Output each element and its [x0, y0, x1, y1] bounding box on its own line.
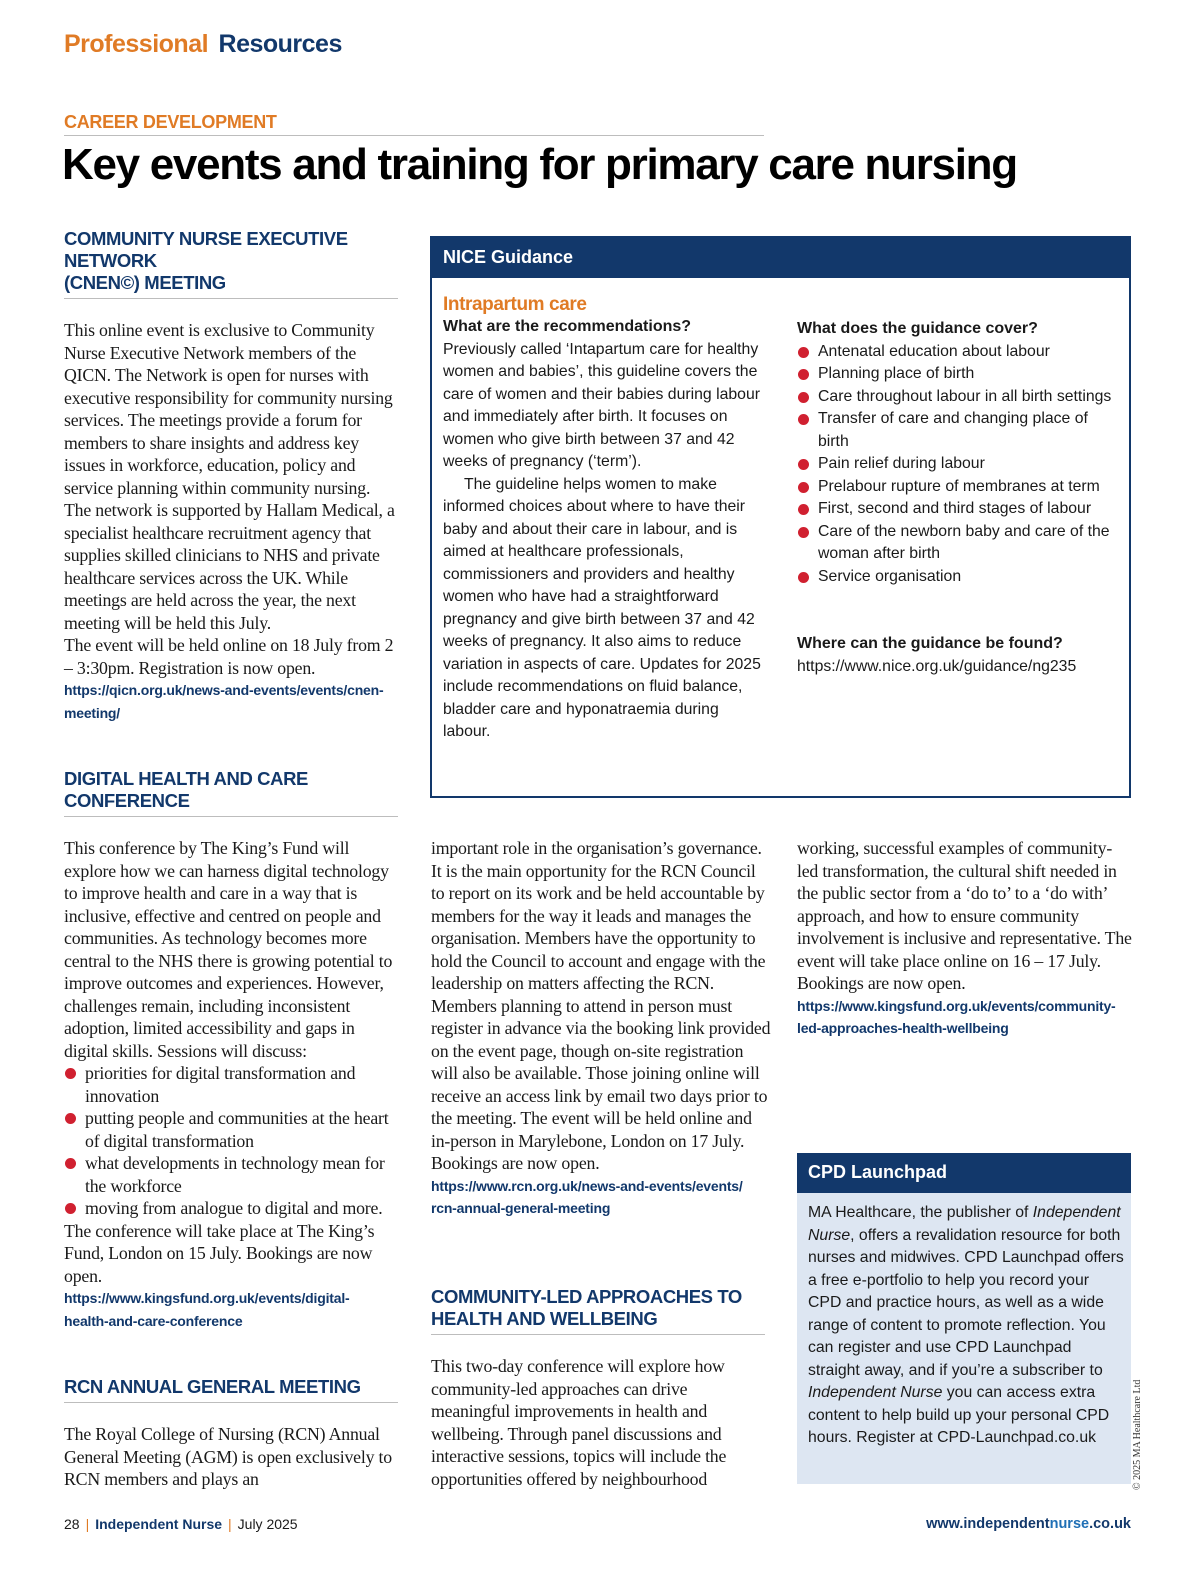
- digital-bullet: what developments in technology mean for the workforce: [64, 1152, 398, 1197]
- nice-cover-item: Care of the newborn baby and care of the woman after birth: [797, 521, 1117, 566]
- digital-link-line2[interactable]: health-and-care-conference: [64, 1312, 243, 1329]
- community-body-cont: working, successful examples of community-led transformation, the cultural shift needed in the public sector from a ‘do to’ to a ‘do with’ approach, and how to ensure community involvement is inclusive and representative. The event will take place online on 16 – 17 July. Bookings are now open.: [797, 838, 1132, 993]
- footer-separator: |: [228, 1516, 232, 1532]
- nice-cover-item: Planning place of birth: [797, 363, 1117, 386]
- cnen-heading-line2: (CNEN©) MEETING: [64, 272, 226, 293]
- rcn-body-start: The Royal College of Nursing (RCN) Annual General Meeting (AGM) is open exclusively to RCN members and plays an: [64, 1424, 392, 1489]
- nice-cover-item: First, second and third stages of labour: [797, 498, 1117, 521]
- community-link-line1[interactable]: https://www.kingsfund.org.uk/events/community-: [797, 997, 1116, 1014]
- nice-where-url[interactable]: https://www.nice.org.uk/guidance/ng235: [797, 657, 1077, 675]
- community-link-line2[interactable]: led-approaches-health-wellbeing: [797, 1020, 1009, 1036]
- community-heading-line2: HEALTH AND WELLBEING: [431, 1308, 658, 1329]
- footer-left: [64, 1516, 298, 1532]
- community-heading-line1: COMMUNITY-LED APPROACHES TO: [431, 1286, 742, 1307]
- footer-separator: |: [85, 1516, 90, 1532]
- nice-cover-list: [797, 341, 1117, 589]
- copyright-notice: © 2025 MA Healthcare Ltd: [1132, 1379, 1143, 1490]
- nice-where-heading: Where can the guidance be found?: [797, 635, 1063, 652]
- community-link[interactable]: [797, 995, 1132, 1040]
- nice-cover-item: Care throughout labour in all birth settings: [797, 386, 1117, 409]
- cnen-para-2: The event will be held online on 18 July from 2 – 3:30pm. Registration is now open.: [64, 635, 394, 678]
- nice-cover-item: Antenatal education about labour: [797, 341, 1117, 364]
- digital-closing: The conference will take place at The King’s Fund, London on 15 July. Bookings are now open.: [64, 1220, 375, 1286]
- digital-heading: DIGITAL HEALTH AND CARE CONFERENCE: [64, 768, 398, 817]
- nice-guidance-box: [430, 236, 1131, 798]
- footer-website-part[interactable]: .co.uk: [1089, 1516, 1131, 1532]
- rcn-link[interactable]: [431, 1175, 771, 1220]
- community-continued: [797, 837, 1132, 1040]
- cnen-body: [64, 319, 398, 679]
- cnen-section: [64, 228, 398, 724]
- cnen-link[interactable]: [64, 679, 398, 724]
- nice-cover-item: Transfer of care and changing place of birth: [797, 408, 1117, 453]
- rcn-link-line2[interactable]: rcn-annual-general-meeting: [431, 1200, 611, 1216]
- digital-bullet: putting people and communities at the heart of digital transformation: [64, 1107, 398, 1152]
- cpd-launchpad-title: CPD Launchpad: [797, 1153, 1131, 1193]
- nice-recs-para-2: The guideline helps women to make informed choices about where to have their baby and about their care in labour, and is aimed at healthcare professionals, commissioners and providers and healthy women who have had a straightforward pregnancy and give birth between 37 and 42 weeks of pregnancy. It also aims to reduce variation in aspects of care. Updates for 2025 include recommendations on fluid balance, bladder care and hyponatraemia during labour.: [443, 475, 761, 740]
- cnen-link-line1[interactable]: https://qicn.org.uk/news-and-events/events/cnen-: [64, 682, 384, 698]
- community-heading: [431, 1286, 765, 1335]
- kicker: CAREER DEVELOPMENT: [64, 112, 764, 136]
- nice-cover-item: Service organisation: [797, 566, 1117, 589]
- rcn-continued: [431, 837, 771, 1220]
- digital-section: [64, 768, 398, 1332]
- digital-bullet-list: [64, 1062, 398, 1220]
- cnen-link-line2[interactable]: meeting/: [64, 704, 120, 721]
- nice-cover-heading: What does the guidance cover?: [797, 320, 1038, 337]
- nice-topic: Intrapartum care: [443, 294, 587, 315]
- page-number: 28: [64, 1516, 80, 1532]
- digital-bullet: priorities for digital transformation and innovation: [64, 1062, 398, 1107]
- nice-recs-para-1: Previously called ‘Intapartum care for healthy women and babies’, this guideline covers the care of women and their babies during labour and immediately after birth. It focuses on women who give birth between 37 and 42 weeks of pregnancy (‘term’).: [443, 340, 761, 470]
- cpd-launchpad-text: [808, 1202, 1126, 1450]
- rcn-section: [64, 1376, 398, 1491]
- cpd-magazine-name: Independent Nurse: [808, 1384, 943, 1401]
- community-body-start: This two-day conference will explore how community-led approaches can drive meaningful improvements in health and wellbeing. Through panel discussions and interactive sessions, topics will include the opportunities offered by neighbourhood: [431, 1356, 727, 1489]
- nice-guidance-title: NICE Guidance: [432, 238, 1129, 278]
- nice-right-column: [797, 318, 1117, 678]
- digital-intro: This conference by The King’s Fund will explore how we can harness digital technology to improve health and care in a way that is inclusive, effective and centred on people and communities. As technology becomes more central to the NHS there is growing potential to improve outcomes and experiences. However, challenges remain, including inconsistent adoption, limited accessibility and gaps in digital skills. Sessions will discuss:: [64, 838, 393, 1061]
- nice-cover-item: Pain relief during labour: [797, 453, 1117, 476]
- digital-bullet: moving from analogue to digital and more.: [64, 1197, 398, 1220]
- cpd-magazine-name: Independent Nurse: [808, 1204, 1121, 1244]
- cnen-heading-line1: COMMUNITY NURSE EXECUTIVE NETWORK: [64, 228, 348, 271]
- footer-website-part[interactable]: www.independent: [926, 1516, 1050, 1532]
- rcn-link-line1[interactable]: https://www.rcn.org.uk/news-and-events/events/: [431, 1177, 743, 1194]
- nice-cover-item: Prelabour rupture of membranes at term: [797, 476, 1117, 499]
- digital-link-line1[interactable]: https://www.kingsfund.org.uk/events/digital-: [64, 1290, 350, 1306]
- cpd-text-part: , offers a revalidation resource for both nurses and midwives. CPD Launchpad offers a free e-portfolio to help you record your CPD and practice hours, as well as a wide range of content to promote reflection. You can register and use CPD Launchpad straight away, and if you’re a subscriber to: [808, 1226, 1124, 1379]
- nice-left-column: [443, 294, 765, 744]
- footer-magazine: Independent Nurse: [95, 1516, 223, 1532]
- digital-link[interactable]: [64, 1287, 398, 1332]
- page-title: Key events and training for primary care nursing: [62, 140, 1017, 189]
- cnen-para-1: This online event is exclusive to Community Nurse Executive Network members of the QICN. The Network is open for nurses with executive responsibility for community nursing services. The meetings provide a forum for members to share insights and address key issues in workforce, education, policy and service planning within community nursing. The network is supported by Hallam Medical, a specialist healthcare recruitment agency that supplies skilled clinicians to NHS and private healthcare services across the UK. While meetings are held across the year, the next meeting will be held this July.: [64, 320, 395, 633]
- cpd-launchpad-box: [797, 1153, 1131, 1484]
- section-header-resources: Resources: [218, 30, 342, 58]
- section-header-professional: Professional: [64, 30, 209, 58]
- cpd-text-part: MA Healthcare, the publisher of: [808, 1204, 1033, 1221]
- digital-body: [64, 837, 398, 1287]
- cpd-text-part: you can access extra content to help build up your personal CPD hours. Register at CPD-Launchpad.co.uk: [808, 1384, 1110, 1446]
- section-header: [64, 30, 342, 59]
- footer-website[interactable]: [926, 1516, 1131, 1532]
- nice-recs-heading: What are the recommendations?: [443, 318, 692, 335]
- footer-website-part[interactable]: nurse: [1049, 1516, 1090, 1532]
- rcn-heading: RCN ANNUAL GENERAL MEETING: [64, 1376, 398, 1403]
- rcn-body-cont: important role in the organisation’s governance. It is the main opportunity for the RCN Council to report on its work and be held accountable by members for the way it leads and manages the organisation. Members have the opportunity to hold the Council to account and engage with the leadership on matters affecting the RCN. Members planning to attend in person must register in advance via the booking link provided on the event page, though on-site registration will also be available. Those joining online will receive an access link by email two days prior to the meeting. The event will be held online and in-person in Marylebone, London on 17 July. Bookings are now open.: [431, 838, 771, 1173]
- cnen-heading: [64, 228, 398, 299]
- community-section: [431, 1286, 765, 1490]
- footer-issue: July 2025: [237, 1516, 298, 1532]
